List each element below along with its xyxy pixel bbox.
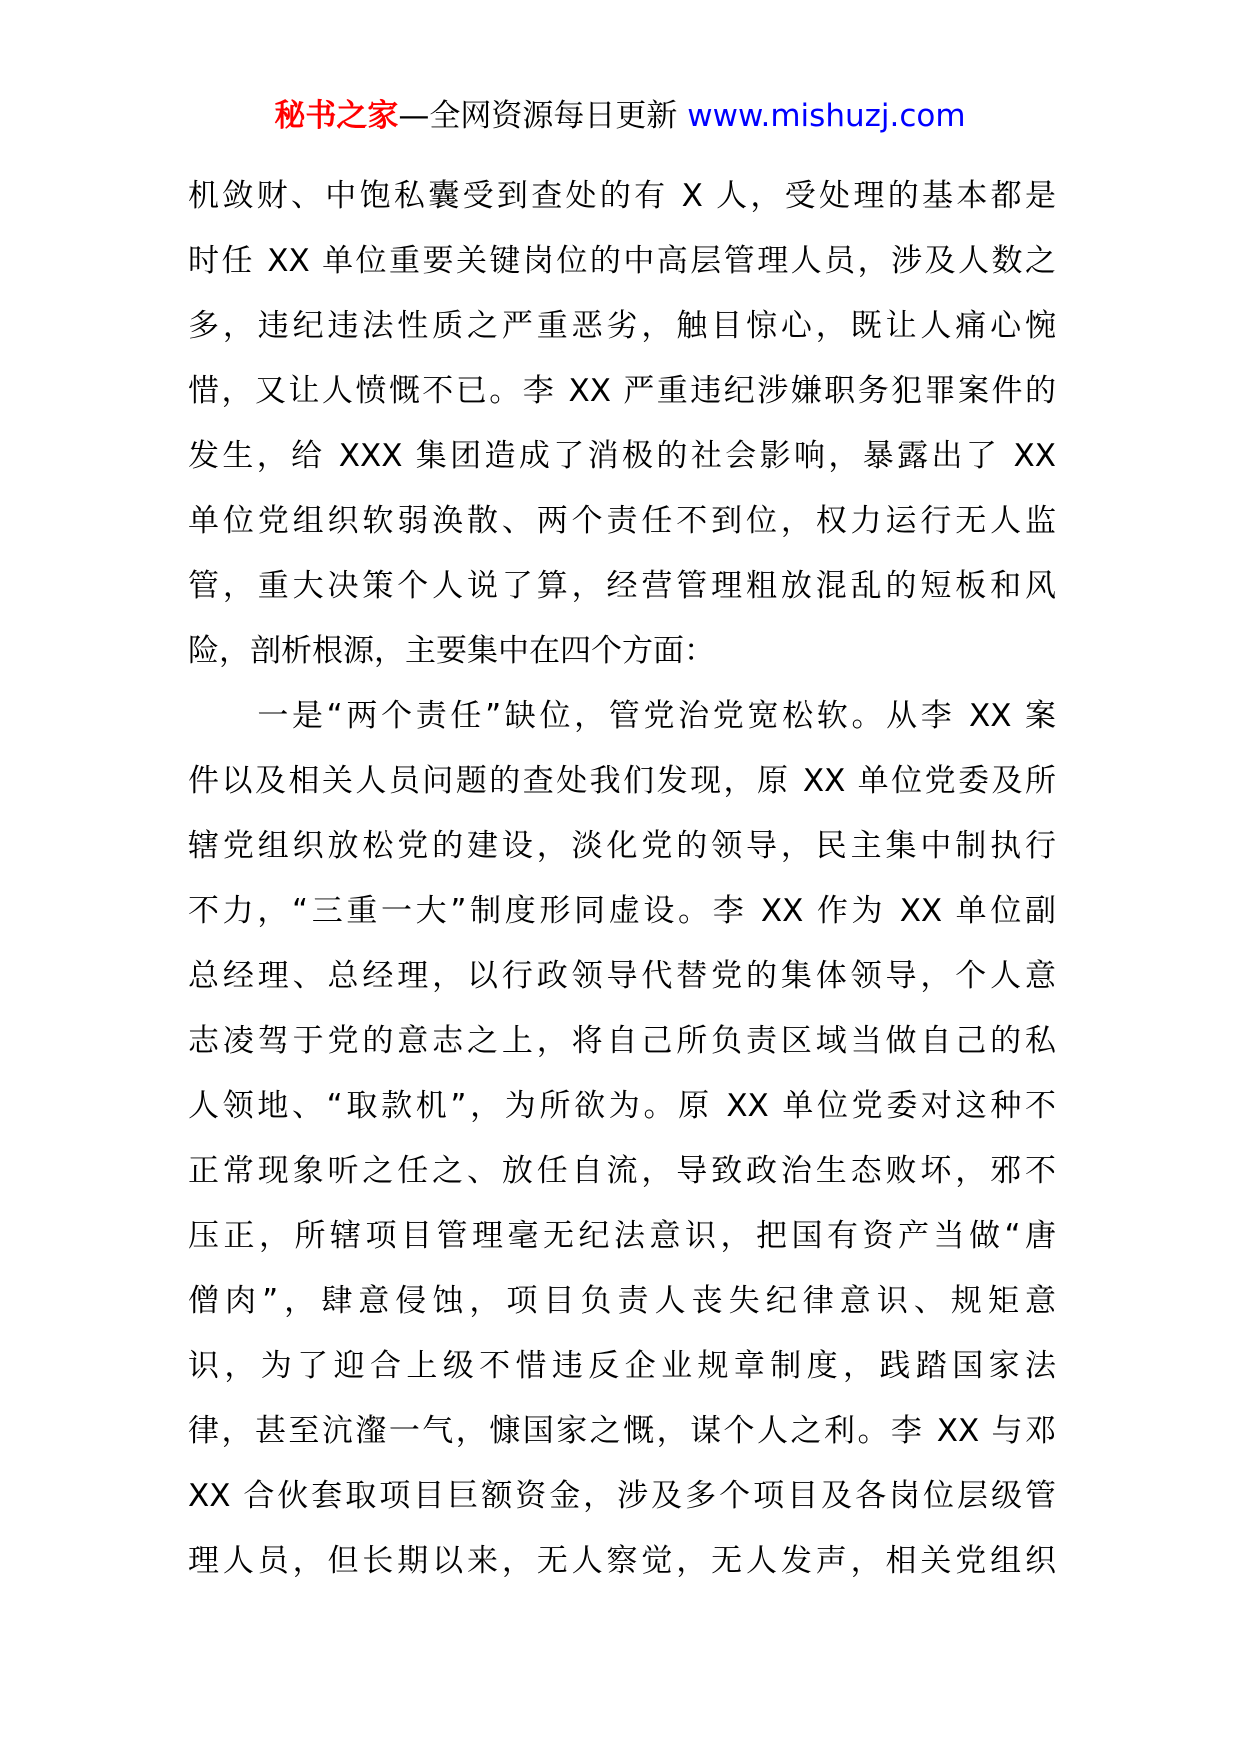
- text-line: 理人员，但长期以来，无人察觉，无人发声，相关党组织: [188, 1543, 1056, 1579]
- document-body: [188, 164, 1056, 1594]
- text-line: 辖党组织放松党的建设，淡化党的领导，民主集中制执行: [188, 828, 1056, 864]
- text-line: 发生，给 XXX 集团造成了消极的社会影响，暴露出了 XX: [188, 438, 1056, 474]
- text-line: 志凌驾于党的意志之上，将自己所负责区域当做自己的私: [188, 1023, 1056, 1059]
- text-line: 正常现象听之任之、放任自流，导致政治生态败坏，邪不: [188, 1153, 1056, 1189]
- text-line: 僧肉”，肆意侵蚀，项目负责人丧失纪律意识、规矩意: [188, 1283, 1056, 1319]
- text-line: 不力，“三重一大”制度形同虚设。李 XX 作为 XX 单位副: [188, 893, 1056, 929]
- brand-name: 秘书之家: [274, 98, 399, 134]
- text-line: 管，重大决策个人说了算，经营管理粗放混乱的短板和风: [188, 568, 1056, 604]
- text-line: 单位党组织软弱涣散、两个责任不到位，权力运行无人监: [188, 503, 1056, 539]
- text-line: 时任 XX 单位重要关键岗位的中高层管理人员，涉及人数之: [188, 243, 1056, 279]
- site-url-link[interactable]: www.mishuzj.com: [687, 98, 966, 134]
- text-line: 多，违纪违法性质之严重恶劣，触目惊心，既让人痛心惋: [188, 308, 1056, 344]
- text-line: 件以及相关人员问题的查处我们发现，原 XX 单位党委及所: [188, 763, 1056, 799]
- text-line: 机敛财、中饱私囊受到查处的有 X 人，受处理的基本都是: [188, 178, 1056, 214]
- text-line: 压正，所辖项目管理毫无纪法意识，把国有资产当做“唐: [188, 1218, 1056, 1254]
- text-line: XX 合伙套取项目巨额资金，涉及多个项目及各岗位层级管: [188, 1478, 1056, 1514]
- paragraph-start-line: 一是“两个责任”缺位，管党治党宽松软。从李 XX 案: [188, 698, 1056, 734]
- text-line: 惜，又让人愤慨不已。李 XX 严重违纪涉嫌职务犯罪案件的: [188, 373, 1056, 409]
- text-line: 总经理、总经理，以行政领导代替党的集体领导，个人意: [188, 958, 1056, 994]
- site-header: [0, 96, 1240, 136]
- text-line: 人领地、“取款机”，为所欲为。原 XX 单位党委对这种不: [188, 1088, 1056, 1124]
- text-line: 识，为了迎合上级不惜违反企业规章制度，践踏国家法: [188, 1348, 1056, 1384]
- header-tagline: —全网资源每日更新: [398, 98, 688, 134]
- text-line: 律，甚至沆瀣一气，慷国家之慨，谋个人之利。李 XX 与邓: [188, 1413, 1056, 1449]
- paragraph-end-line: 险，剖析根源，主要集中在四个方面：: [188, 633, 715, 669]
